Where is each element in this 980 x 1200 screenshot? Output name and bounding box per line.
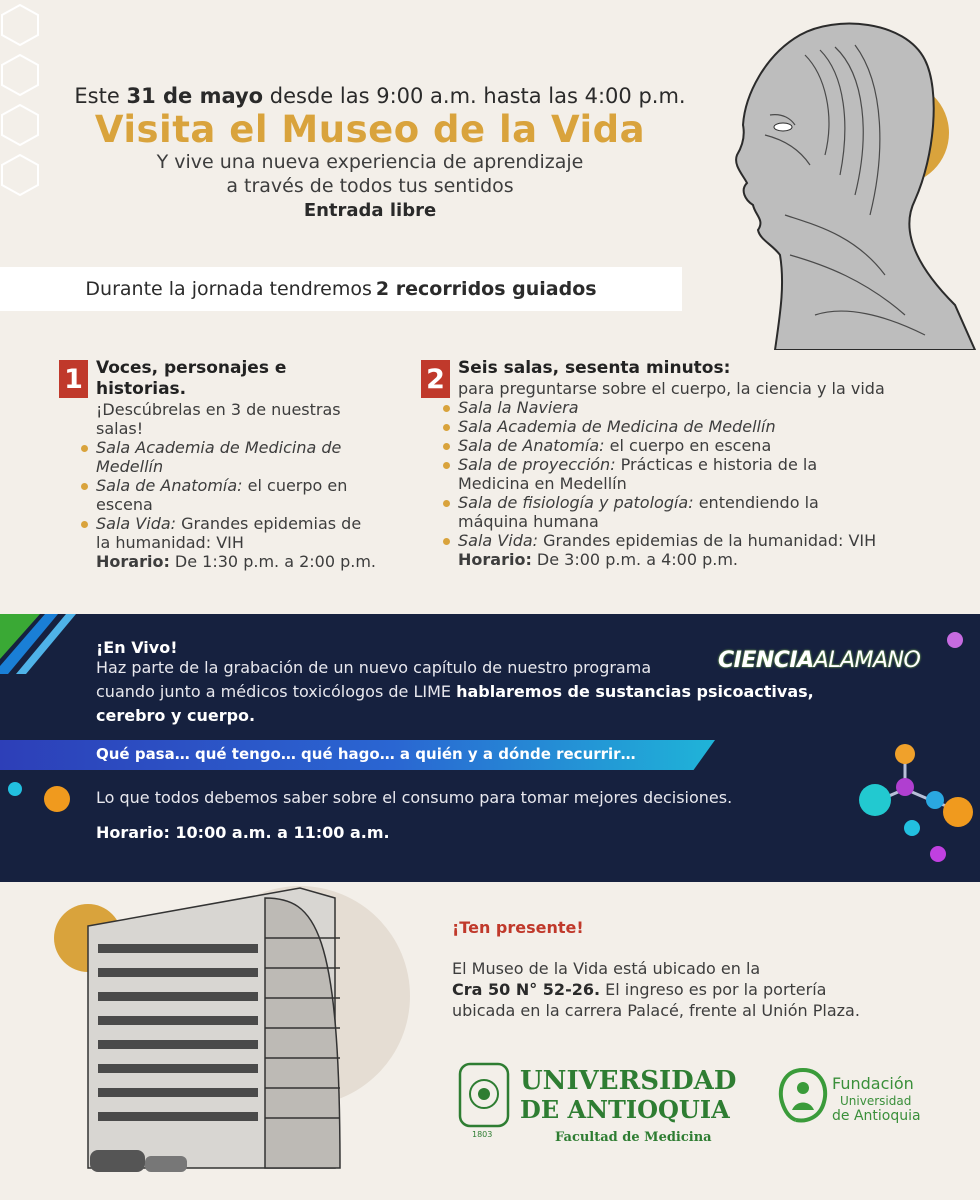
live-line2: cuando junto a médicos toxicólogos de LIME hablaremos de sustancias psicoactivas,	[96, 682, 814, 701]
anatomy-head-illustration	[725, 15, 980, 350]
fundacion-line1: Fundación	[832, 1074, 914, 1093]
list-item: Sala la Naviera	[458, 398, 885, 417]
orange-sphere	[42, 784, 72, 814]
university-seal-icon	[458, 1062, 510, 1138]
live-heading: ¡En Vivo!	[96, 638, 178, 657]
tour-schedule: Horario: De 3:00 p.m. a 4:00 p.m.	[458, 550, 739, 569]
tour-number-badge: 2	[421, 360, 450, 398]
fundacion-line2: Universidad	[840, 1094, 912, 1108]
live-line1: Haz parte de la grabación de un nuevo capítulo de nuestro programa	[96, 658, 652, 677]
note-heading: ¡Ten presente!	[452, 918, 584, 937]
tour-intro: para preguntarse sobre el cuerpo, la ciencia y la vida	[458, 379, 885, 398]
museum-building-illustration	[50, 868, 415, 1178]
udea-faculty: Facultad de Medicina	[555, 1130, 712, 1145]
list-item: Sala de Anatomía: el cuerpo en escena	[96, 476, 376, 514]
tour-title: Voces, personajes e historias.	[96, 358, 287, 399]
fundacion-line3: de Antioquia	[832, 1108, 921, 1124]
live-line3: cerebro y cuerpo.	[96, 706, 256, 725]
note-line1: El Museo de la Vida está ubicado en la	[452, 959, 761, 978]
list-item: Sala de proyección: Prácticas e historia de la Medicina en Medellín	[458, 455, 885, 493]
tour-number-badge: 1	[59, 360, 88, 398]
event-date-line: Este 31 de mayo desde las 9:00 a.m. hasta las 4:00 p.m.	[74, 84, 686, 108]
seal-year: 1803	[472, 1130, 493, 1139]
free-entry-label: Entrada libre	[303, 200, 437, 221]
live-info: Lo que todos debemos saber sobre el consumo para tomar mejores decisiones.	[96, 788, 733, 807]
subtitle: Y vive una nueva experiencia de aprendizaje a través de todos tus sentidos	[156, 151, 584, 197]
list-item: Sala Academia de Medicina de Medellín	[458, 417, 885, 436]
page-title: Visita el Museo de la Vida	[94, 108, 646, 151]
list-item: Sala de Anatomía: el cuerpo en escena	[458, 436, 885, 455]
list-item: Sala Academia de Medicina de Medellín	[96, 438, 376, 476]
tour-title: Seis salas, sesenta minutos:	[458, 358, 731, 378]
udea-name-line1: UNIVERSIDAD	[520, 1066, 737, 1096]
question-bar-text: Qué pasa… qué tengo… qué hago… a quién y a dónde recurrir…	[96, 745, 636, 763]
fundacion-logo-icon	[776, 1066, 830, 1126]
list-item: Sala Vida: Grandes epidemias de la humanidad: VIH	[96, 514, 376, 552]
note-line2: Cra 50 N° 52-26. El ingreso es por la portería	[452, 980, 827, 999]
corner-stripes	[0, 614, 90, 674]
tour-intro: ¡Descúbrelas en 3 de nuestras	[96, 400, 341, 419]
note-line3: ubicada en la carrera Palacé, frente al Unión Plaza.	[452, 1001, 860, 1020]
teal-sphere	[6, 780, 24, 798]
list-item: Sala Vida: Grandes epidemias de la humanidad: VIH	[458, 531, 885, 550]
live-schedule: Horario: 10:00 a.m. a 11:00 a.m.	[96, 823, 390, 842]
tour-intro: salas!	[96, 419, 144, 438]
list-item: Sala de fisiología y patología: entendiendo la máquina humana	[458, 493, 885, 531]
guided-tours-banner: Durante la jornada tendremos 2 recorridos guiados	[0, 267, 682, 311]
tour-schedule: Horario: De 1:30 p.m. a 2:00 p.m.	[96, 552, 377, 571]
udea-name-line2: DE ANTIOQUIA	[520, 1095, 730, 1124]
ciencia-al-mano-logo: CIENCIAALAMANO	[718, 648, 921, 673]
